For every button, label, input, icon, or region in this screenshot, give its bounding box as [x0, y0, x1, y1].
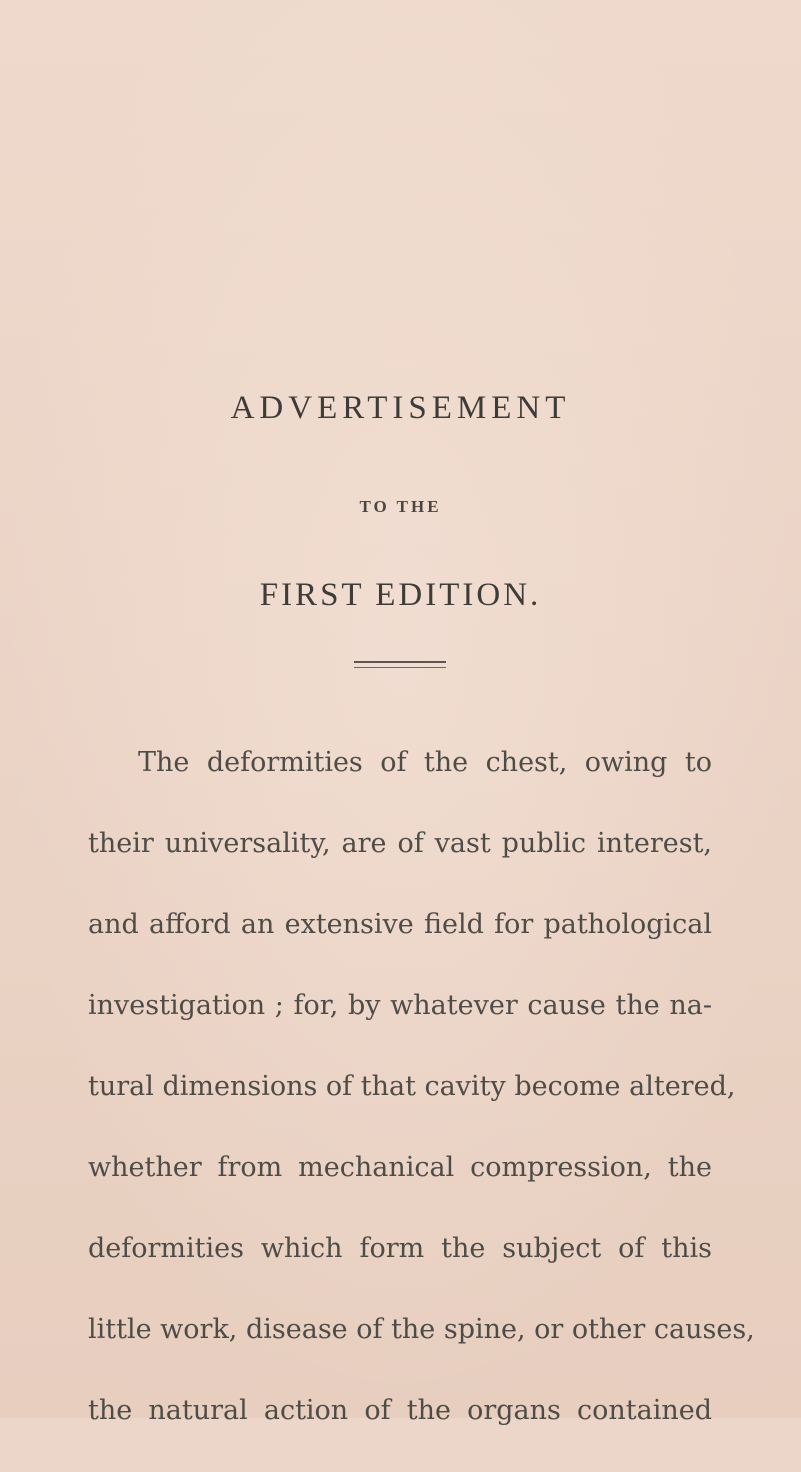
paragraph-line: deformities which form the subject of this	[88, 1233, 712, 1264]
paragraph-line: little work, disease of the spine, or other causes,	[88, 1314, 755, 1345]
page-title: ADVERTISEMENT	[230, 390, 571, 426]
body-paragraph	[88, 743, 755, 1472]
page-subtitle: TO THE	[359, 497, 442, 516]
paragraph-line: and afford an extensive field for pathological	[88, 909, 712, 940]
divider-rule-top	[354, 661, 446, 663]
divider-rule-bottom	[354, 667, 446, 668]
paragraph-line: The deformities of the chest, owing to	[138, 747, 712, 778]
paragraph-line: whether from mechanical compression, the	[88, 1152, 712, 1183]
paragraph-line: investigation ; for, by whatever cause the na-	[88, 990, 712, 1021]
paragraph-line: their universality, are of vast public interest,	[88, 828, 712, 859]
paragraph-line: tural dimensions of that cavity become altered,	[88, 1071, 736, 1102]
paragraph-line: the natural action of the organs contained	[88, 1395, 712, 1426]
edition-title: FIRST EDITION.	[259, 577, 542, 613]
